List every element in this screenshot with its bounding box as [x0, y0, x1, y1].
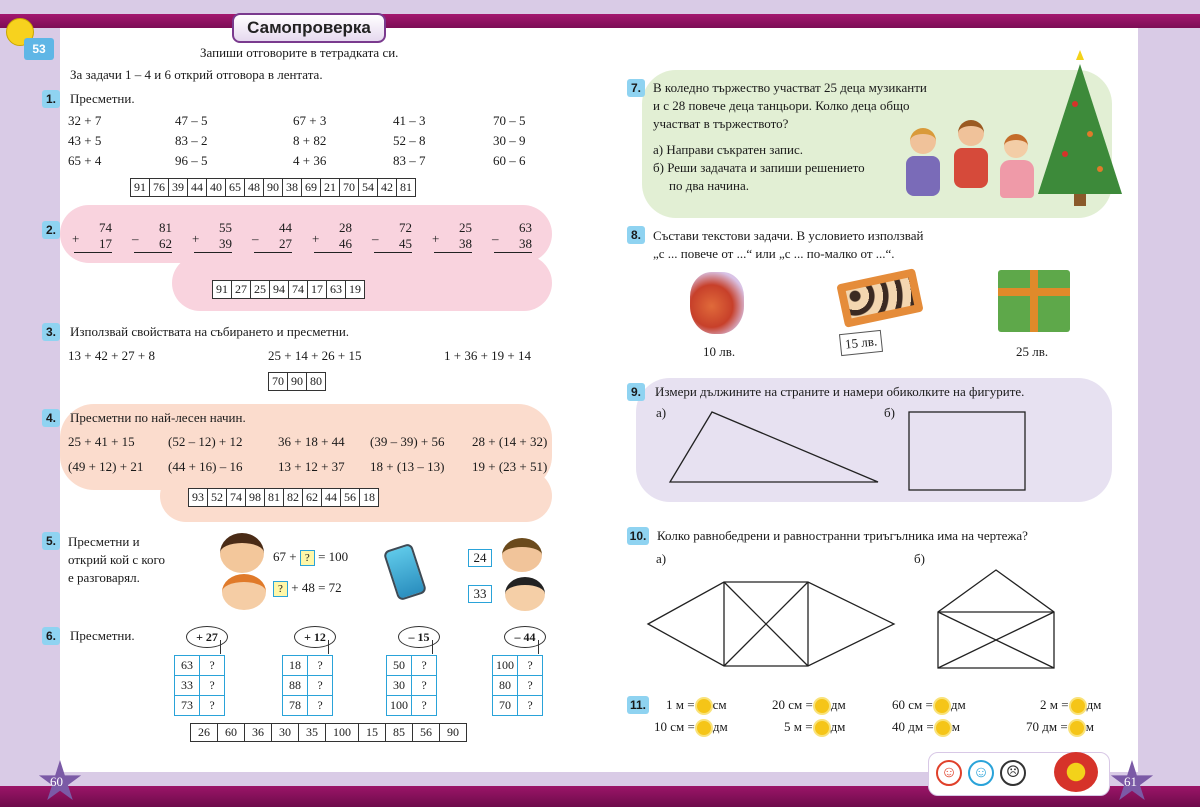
operands	[494, 220, 532, 253]
expression: 67 + 3	[293, 113, 327, 128]
sad-face-icon[interactable]: ☹	[1000, 760, 1026, 786]
operator: –	[492, 231, 499, 246]
task-text: Пресметни по най-лесен начин.	[70, 410, 246, 425]
answer-cell[interactable]: ?	[518, 656, 543, 676]
expression: 96 – 5	[175, 153, 208, 168]
strip-cell: 56	[413, 724, 440, 742]
operand-bottom: 38	[494, 236, 532, 253]
strip-cell: 27	[232, 281, 251, 299]
input-value: 63	[175, 656, 200, 676]
strip-cell: 44	[188, 179, 207, 197]
task-number: 3.	[42, 323, 60, 341]
triangle-figure	[660, 408, 890, 488]
conversion-unit: м	[951, 719, 960, 734]
answer-cell[interactable]: ?	[200, 696, 225, 716]
task-number: 8.	[627, 226, 645, 244]
expr-3-1: 13 + 42 + 27 + 8	[68, 348, 155, 363]
gift-box-icon	[998, 270, 1070, 332]
conversion-left: 2 м =	[1040, 697, 1069, 712]
input-value: 33	[175, 676, 200, 696]
operand-top: 44	[279, 220, 292, 235]
operand-bottom: 46	[314, 236, 352, 253]
expression: 32 + 7	[68, 113, 102, 128]
page-title: Самопроверка	[232, 13, 386, 43]
strip-cell: 40	[207, 179, 226, 197]
strip-cell: 98	[246, 489, 265, 507]
task-number: 1.	[42, 90, 60, 108]
strip-cell: 82	[284, 489, 303, 507]
strip-cell: 81	[265, 489, 284, 507]
conversion	[1026, 719, 1094, 735]
equation-part: 67 +	[273, 549, 297, 564]
expr-3-2: 25 + 14 + 26 + 15	[268, 348, 362, 363]
conversion	[1040, 697, 1101, 713]
sun-icon	[935, 699, 949, 713]
strip-cell: 93	[189, 489, 208, 507]
task-7-subtask-a: а) Направи съкратен запис.	[653, 142, 803, 157]
strip-cell: 36	[245, 724, 272, 742]
operation-bubble: – 44	[504, 626, 546, 648]
task-8-text	[653, 227, 923, 263]
answer-cell[interactable]: ?	[308, 656, 333, 676]
strip-cell: 54	[359, 179, 378, 197]
operator: +	[192, 231, 200, 246]
answer-cell[interactable]: ?	[412, 696, 437, 716]
sun-icon	[1070, 721, 1084, 735]
answer-strip-2	[212, 280, 365, 299]
conversion-left: 70 дм =	[1026, 719, 1068, 734]
task-5-line: е разговарял.	[68, 570, 140, 585]
arrow-icon	[538, 640, 539, 654]
curly-boy-face-icon	[502, 538, 542, 572]
intro-text: За задачи 1 – 4 и 6 открий отговора в лентата.	[70, 67, 323, 82]
task-text: Измери дължините на страните и намери обиколките на фигурите.	[655, 384, 1025, 399]
conversion-left: 1 м =	[666, 697, 695, 712]
input-value: 100	[493, 656, 518, 676]
operand-top: 81	[159, 220, 172, 235]
input-value: 100	[387, 696, 412, 716]
calc-table	[386, 655, 437, 716]
conversion-unit: см	[712, 697, 727, 712]
operator: +	[312, 231, 320, 246]
expression: 30 – 9	[493, 133, 526, 148]
expression: 83 – 7	[393, 153, 426, 168]
task-2	[42, 221, 60, 239]
page-number-right: 61	[1124, 774, 1137, 789]
task-5-line: открий кой с кого	[68, 552, 166, 567]
strip-cell: 65	[226, 179, 245, 197]
expression: (49 + 12) + 21	[68, 459, 144, 474]
task-11	[627, 696, 649, 714]
answer-cell[interactable]: ?	[308, 676, 333, 696]
answer-strip-4	[188, 488, 379, 507]
top-stripe	[0, 14, 1200, 28]
strip-cell: 52	[208, 489, 227, 507]
happy-face-icon[interactable]: ☺	[936, 760, 962, 786]
strip-cell: 90	[440, 724, 467, 742]
label-b: б)	[884, 405, 895, 420]
input-value: 70	[493, 696, 518, 716]
task-number: 4.	[42, 409, 60, 427]
expression: 65 + 4	[68, 153, 102, 168]
task-5-text	[68, 533, 165, 587]
answer-cell[interactable]: ?	[412, 656, 437, 676]
task-3	[42, 323, 349, 341]
strip-cell: 19	[346, 281, 365, 299]
operand-top: 25	[459, 220, 472, 235]
task-7-line: В коледно тържество участват 25 деца музиканти	[653, 80, 927, 95]
operands	[254, 220, 292, 253]
operand-bottom: 17	[74, 236, 112, 253]
conversion-left: 60 см =	[892, 697, 933, 712]
operand-bottom: 38	[434, 236, 472, 253]
girl-face-icon	[222, 574, 266, 610]
strip-cell: 21	[321, 179, 340, 197]
conversion-unit: дм	[830, 697, 846, 712]
calc-table	[282, 655, 333, 716]
task-4	[42, 409, 246, 427]
answer-cell[interactable]: ?	[518, 696, 543, 716]
input-value: 30	[387, 676, 412, 696]
sun-icon	[815, 721, 829, 735]
conversion-unit: дм	[830, 719, 846, 734]
operand-top: 28	[339, 220, 352, 235]
expression: 8 + 82	[293, 133, 327, 148]
conversion-unit: дм	[1086, 697, 1102, 712]
label-b: б)	[914, 551, 925, 566]
conversion-left: 10 см =	[654, 719, 695, 734]
conversion	[772, 697, 846, 713]
arrow-icon	[328, 640, 329, 654]
equation-part: + 48 = 72	[291, 580, 342, 595]
operands	[374, 220, 412, 253]
answer-strip-3	[268, 372, 326, 391]
rectangle-figure	[905, 408, 1029, 494]
task-8	[627, 226, 645, 244]
diagram-a	[644, 578, 900, 670]
expression: (39 – 39) + 56	[370, 434, 445, 449]
sun-icon	[697, 721, 711, 735]
strip-cell: 60	[218, 724, 245, 742]
expr-3-3: 1 + 36 + 19 + 14	[444, 348, 531, 363]
strip-cell: 91	[131, 179, 150, 197]
page-number-left: 60	[50, 774, 63, 789]
strip-cell: 63	[327, 281, 346, 299]
operator: +	[72, 231, 80, 246]
operands	[314, 220, 352, 253]
answer-cell[interactable]: ?	[200, 676, 225, 696]
task-7-subtask-b2: по два начина.	[669, 178, 749, 193]
strip-cell: 74	[289, 281, 308, 299]
expression: 41 – 3	[393, 113, 426, 128]
operand-bottom: 27	[254, 236, 292, 253]
conversion-unit: м	[1085, 719, 1094, 734]
owl-mascot-icon	[1054, 752, 1098, 792]
expression: 36 + 18 + 44	[278, 434, 345, 449]
operand-bottom: 39	[194, 236, 232, 253]
strip-cell: 18	[360, 489, 379, 507]
calc-table	[492, 655, 543, 716]
task-7-subtask-b: б) Реши задачата и запиши решението	[653, 160, 865, 175]
answer-cell[interactable]: ?	[412, 676, 437, 696]
strip-cell: 38	[283, 179, 302, 197]
operand-top: 72	[399, 220, 412, 235]
operation-bubble: – 15	[398, 626, 440, 648]
arrow-icon	[432, 640, 433, 654]
input-value: 78	[283, 696, 308, 716]
candy-bag-icon	[690, 272, 744, 334]
strip-cell: 80	[307, 373, 326, 391]
price-tag-2: 15 лв.	[839, 330, 883, 356]
strip-cell: 17	[308, 281, 327, 299]
task-number: 10.	[627, 527, 649, 545]
strip-cell: 91	[213, 281, 232, 299]
conversion	[892, 719, 960, 735]
girl-pigtails-face-icon	[505, 577, 545, 611]
operand-bottom: 62	[134, 236, 172, 253]
expression: 18 + (13 – 13)	[370, 459, 445, 474]
task-number: 2.	[42, 221, 60, 239]
operator: –	[132, 231, 139, 246]
answer-cell[interactable]: ?	[518, 676, 543, 696]
answer-cell[interactable]: ?	[308, 696, 333, 716]
answer-strip-6	[190, 723, 467, 742]
dancing-children-icon	[900, 120, 1040, 210]
equation-part: = 100	[318, 549, 349, 564]
strip-cell: 94	[270, 281, 289, 299]
task-7-line: участват в тържеството?	[653, 116, 789, 131]
strip-cell: 48	[245, 179, 264, 197]
task-6	[42, 627, 135, 645]
task-text: Използвай свойствата на събирането и пресметни.	[70, 324, 350, 339]
operands	[134, 220, 172, 253]
strip-cell: 62	[303, 489, 322, 507]
task-number: 6.	[42, 627, 60, 645]
input-value: 88	[283, 676, 308, 696]
strip-cell: 30	[272, 724, 299, 742]
task-9	[627, 383, 1024, 401]
conversion	[784, 719, 845, 735]
operand-bottom: 45	[374, 236, 412, 253]
task-5	[42, 532, 60, 550]
answer-box[interactable]: ?	[300, 550, 315, 566]
expression: 25 + 41 + 15	[68, 434, 135, 449]
task-7-line: и с 28 повече деца танцьори. Колко деца общо	[653, 98, 910, 113]
conversion-unit: дм	[712, 719, 728, 734]
input-value: 73	[175, 696, 200, 716]
neutral-face-icon[interactable]: ☺	[968, 760, 994, 786]
conversion	[666, 697, 727, 713]
sun-icon	[936, 721, 950, 735]
expression: 28 + (14 + 32)	[472, 434, 548, 449]
task-number: 7.	[627, 79, 645, 97]
expression: 43 + 5	[68, 133, 102, 148]
conversion	[654, 719, 728, 735]
strip-cell: 85	[386, 724, 413, 742]
conversion	[892, 697, 966, 713]
operands	[194, 220, 232, 253]
strip-cell: 42	[378, 179, 397, 197]
strip-cell: 90	[288, 373, 307, 391]
strip-cell: 35	[299, 724, 326, 742]
operator: –	[252, 231, 259, 246]
input-value: 50	[387, 656, 412, 676]
expression: 19 + (23 + 51)	[472, 459, 548, 474]
operation-bubble: + 12	[294, 626, 336, 648]
answer-box[interactable]: ?	[273, 581, 288, 597]
operand-top: 55	[219, 220, 232, 235]
boy-face-icon	[220, 533, 264, 573]
task-number: 5.	[42, 532, 60, 550]
expression: 83 – 2	[175, 133, 208, 148]
operand-top: 63	[519, 220, 532, 235]
operator: +	[432, 231, 440, 246]
expression: (52 – 12) + 12	[168, 434, 243, 449]
sun-icon	[1071, 699, 1085, 713]
strip-cell: 74	[227, 489, 246, 507]
task-7-text	[653, 79, 927, 195]
expression: 60 – 6	[493, 153, 526, 168]
strip-cell: 90	[264, 179, 283, 197]
task-10	[627, 527, 1028, 545]
arrow-icon	[220, 640, 221, 654]
answer-cell[interactable]: ?	[200, 656, 225, 676]
label-a: а)	[656, 405, 667, 420]
strip-cell: 44	[322, 489, 341, 507]
expression: (44 + 16) – 16	[168, 459, 243, 474]
instruction-text: Запиши отговорите в тетрадката си.	[200, 45, 399, 60]
answer-box-24: 24	[468, 549, 492, 567]
conversion-left: 5 м =	[784, 719, 813, 734]
strip-cell: 100	[326, 724, 359, 742]
expression: 47 – 5	[175, 113, 208, 128]
operand-top: 74	[99, 220, 112, 235]
task-8-line: Състави текстови задачи. В условието използвай	[653, 228, 924, 243]
expression: 13 + 12 + 37	[278, 459, 345, 474]
expression: 4 + 36	[293, 153, 327, 168]
price-1: 10 лв.	[703, 344, 736, 359]
operator: –	[372, 231, 379, 246]
calc-table	[174, 655, 225, 716]
strip-cell: 26	[191, 724, 218, 742]
expression: 52 – 8	[393, 133, 426, 148]
conversion-left: 40 дм =	[892, 719, 934, 734]
strip-cell: 56	[341, 489, 360, 507]
strip-cell: 39	[169, 179, 188, 197]
strip-cell: 69	[302, 179, 321, 197]
operands	[74, 220, 112, 253]
task-text: Пресметни.	[70, 91, 135, 106]
label-a: а)	[656, 551, 667, 566]
page-badge: 53	[24, 38, 54, 60]
diagram-b	[934, 566, 1060, 672]
sun-icon	[815, 699, 829, 713]
strip-cell: 81	[397, 179, 416, 197]
strip-cell: 70	[269, 373, 288, 391]
task-text: Колко равнобедрени и равностранни триъгълника има на чертежа?	[657, 528, 1028, 543]
expression: 70 – 5	[493, 113, 526, 128]
conversion-left: 20 см =	[772, 697, 813, 712]
task-number: 9.	[627, 383, 645, 401]
price-3: 25 лв.	[1016, 344, 1049, 359]
input-value: 18	[283, 656, 308, 676]
strip-cell: 70	[340, 179, 359, 197]
task-8-line: „с ... повече от ...“ или „с ... по-малко от ...“.	[653, 246, 895, 261]
task-number: 11.	[627, 696, 649, 714]
conversion-unit: дм	[950, 697, 966, 712]
task-7	[627, 79, 645, 97]
task-text: Пресметни.	[70, 628, 135, 643]
strip-cell: 15	[359, 724, 386, 742]
equation-5-2	[273, 580, 342, 597]
operation-bubble: + 27	[186, 626, 228, 648]
answer-box-33: 33	[468, 585, 492, 603]
equation-5-1	[273, 549, 348, 566]
strip-cell: 25	[251, 281, 270, 299]
task-1	[42, 90, 135, 108]
operands	[434, 220, 472, 253]
input-value: 80	[493, 676, 518, 696]
sun-icon	[697, 699, 711, 713]
answer-strip-1	[130, 178, 416, 197]
strip-cell: 76	[150, 179, 169, 197]
christmas-tree-icon	[1030, 44, 1130, 214]
task-5-line: Пресметни и	[68, 534, 140, 549]
